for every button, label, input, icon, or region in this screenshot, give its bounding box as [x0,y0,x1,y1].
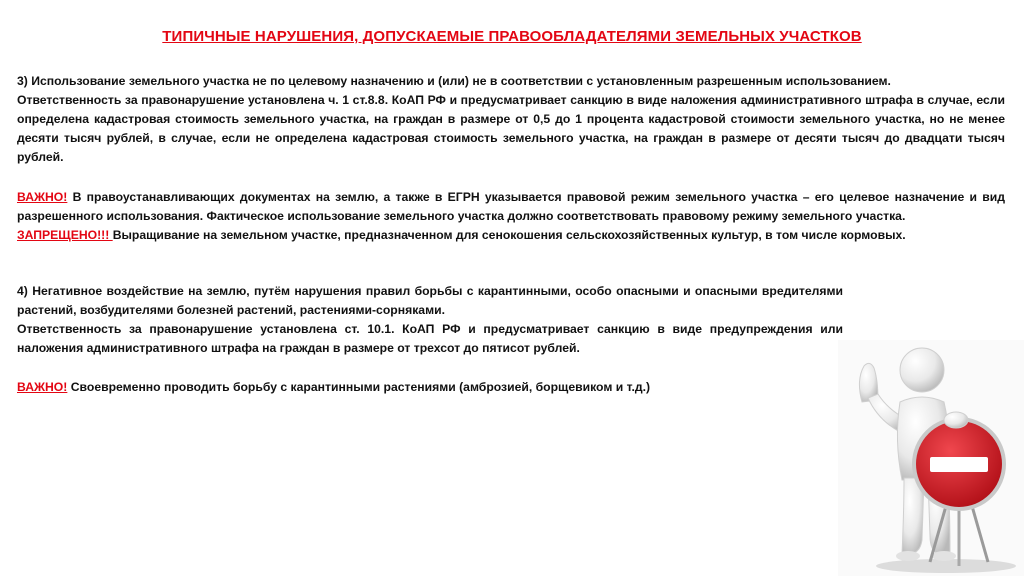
important-text: Своевременно проводить борьбу с карантинными растениями (амброзией, борщевиком и т.д.) [67,380,651,394]
section-3-block [17,72,1005,167]
important-label: ВАЖНО! [17,190,68,204]
forbidden-label: ЗАПРЕЩЕНО!!! [17,228,113,242]
section-4-important [17,378,817,397]
section-4-block [17,282,843,358]
section-3-important [17,188,1005,226]
important-text: В правоустанавливающих документах на землю, а также в ЕГРН указывается правовой режим земельного участка – его целевое назначение и вид разрешенного использования. Фактическое использование земельного участка должно соответствовать правовому режиму земельного участка. [17,190,1005,223]
person-stop-sign-icon [838,340,1024,576]
page-title: ТИПИЧНЫЕ НАРУШЕНИЯ, ДОПУСКАЕМЫЕ ПРАВООБЛАДАТЕЛЯМИ ЗЕМЕЛЬНЫХ УЧАСТКОВ [162,28,862,45]
section-4-liability: Ответственность за правонарушение установлена ст. 10.1. КоАП РФ и предусматривает санкцию в виде предупреждения или наложения административного штрафа на граждан в размере от трехсот до пятисот рублей. [17,322,843,355]
section-4-heading: 4) Негативное воздействие на землю, путём нарушения правил борьбы с карантинными, особо опасными и опасными вредителями растений, возбудителями болезней растений, растениями-сорняками. [17,284,843,317]
forbidden-text: Выращивание на земельном участке, предназначенном для сенокошения сельскохозяйственных культур, в том числе кормовых. [112,228,906,242]
section-3-heading: 3) Использование земельного участка не по целевому назначению и (или) не в соответствии с установленным разрешенным использованием. [17,74,891,88]
section-3-liability: Ответственность за правонарушение установлена ч. 1 ст.8.8. КоАП РФ и предусматривает санкцию в виде наложения административного штрафа в случае, если определена кадастровая стоимость земельного участка, на граждан в размере от 0,5 до 1 процента кадастровой стоимости земельного участка, но не менее десяти тысяч рублей, в случае, если не определена кадастровая стоимость земельного участка, на граждан в размере от десяти тысяч до двадцати тысяч рублей. [17,93,1005,164]
section-4-notes [17,378,817,397]
important-label: ВАЖНО! [17,380,68,394]
section-3-forbidden [17,226,1005,245]
section-3-notes [17,188,1005,245]
